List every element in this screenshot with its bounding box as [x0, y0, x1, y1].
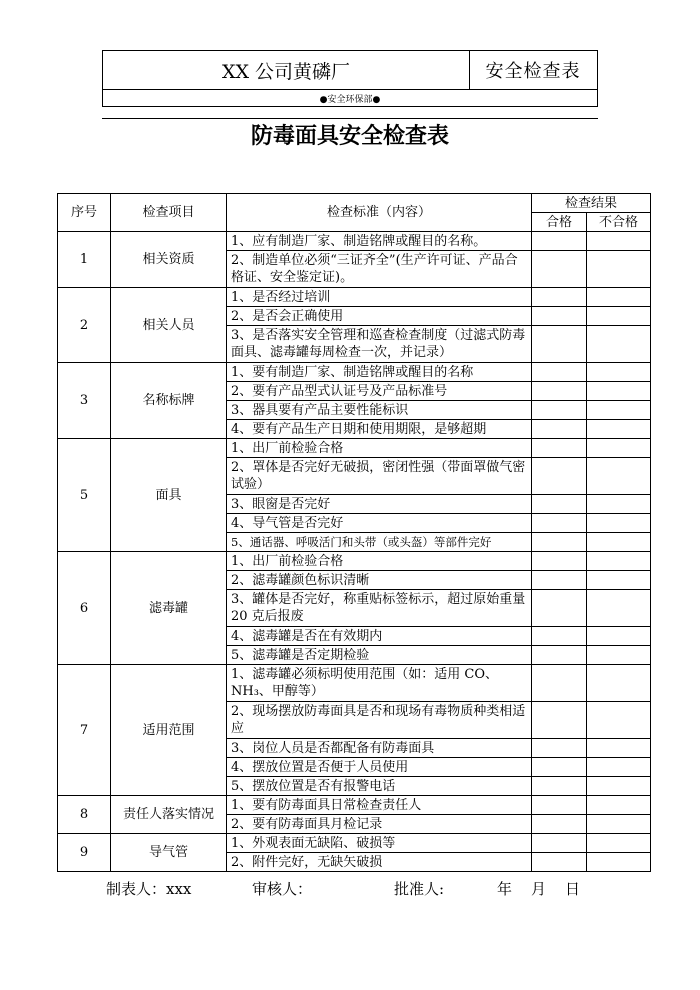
row-number: 3: [58, 363, 111, 439]
fail-cell[interactable]: [587, 439, 651, 458]
row-standard: 1、要有制造厂家、制造铭牌或醒目的名称: [227, 363, 532, 382]
company-name: XX 公司黄磷厂: [103, 51, 470, 89]
row-standard: 2、现场摆放防毒面具是否和现场有毒物质种类相适应: [227, 702, 532, 739]
day-label: 日: [565, 880, 581, 898]
fail-cell[interactable]: [587, 853, 651, 872]
row-standard: 2、制造单位必须“三证齐全”(生产许可证、产品合格证、安全鉴定证)。: [227, 251, 532, 288]
header-pass: 合格: [532, 213, 587, 232]
fail-cell[interactable]: [587, 739, 651, 758]
row-standard: 1、出厂前检验合格: [227, 439, 532, 458]
pass-cell[interactable]: [532, 232, 587, 251]
pass-cell[interactable]: [532, 646, 587, 665]
row-standard: 4、摆放位置是否便于人员使用: [227, 758, 532, 777]
row-standard: 4、滤毒罐是否在有效期内: [227, 627, 532, 646]
pass-cell[interactable]: [532, 458, 587, 495]
pass-cell[interactable]: [532, 665, 587, 702]
row-standard: 3、罐体是否完好，称重贴标签标示，超过原始重量 20 克后报废: [227, 590, 532, 627]
pass-cell[interactable]: [532, 758, 587, 777]
pass-cell[interactable]: [532, 307, 587, 326]
table-row: [58, 834, 651, 853]
row-item: 名称标牌: [111, 363, 227, 439]
row-standard: 3、眼窗是否完好: [227, 495, 532, 514]
row-standard: 2、附件完好，无缺矢破损: [227, 853, 532, 872]
fail-cell[interactable]: [587, 777, 651, 796]
header-standard: 检查标准（内容）: [227, 194, 532, 232]
table-row: [58, 665, 651, 702]
row-standard: 2、是否会正确使用: [227, 307, 532, 326]
row-standard: 1、外观表面无缺陷、破损等: [227, 834, 532, 853]
pass-cell[interactable]: [532, 514, 587, 533]
table-row: [58, 552, 651, 571]
table-row: [58, 796, 651, 815]
row-number: 5: [58, 439, 111, 552]
header-box: [102, 50, 598, 90]
row-standard: 2、罩体是否完好无破损，密闭性强（带面罩做气密试验）: [227, 458, 532, 495]
row-standard: 2、要有防毒面具月检记录: [227, 815, 532, 834]
pass-cell[interactable]: [532, 571, 587, 590]
table-row: [58, 363, 651, 382]
pass-cell[interactable]: [532, 796, 587, 815]
reviewer-label: 审核人：: [252, 880, 313, 898]
header-fail: 不合格: [587, 213, 651, 232]
fail-cell[interactable]: [587, 363, 651, 382]
row-standard: 5、摆放位置是否有报警电话: [227, 777, 532, 796]
fail-cell[interactable]: [587, 514, 651, 533]
fail-cell[interactable]: [587, 458, 651, 495]
row-standard: 5、滤毒罐是否定期检验: [227, 646, 532, 665]
fail-cell[interactable]: [587, 232, 651, 251]
row-item: 责任人落实情况: [111, 796, 227, 834]
row-item: 面具: [111, 439, 227, 552]
header-no: 序号: [58, 194, 111, 232]
fail-cell[interactable]: [587, 495, 651, 514]
approver-label: 批准人:: [394, 880, 445, 898]
pass-cell[interactable]: [532, 382, 587, 401]
year-label: 年: [497, 880, 513, 898]
row-number: 9: [58, 834, 111, 872]
fail-cell[interactable]: [587, 758, 651, 777]
row-standard: 3、是否落实安全管理和巡查检查制度（过滤式防毒面具、滤毒罐每周检查一次，并记录）: [227, 326, 532, 363]
pass-cell[interactable]: [532, 326, 587, 363]
fail-cell[interactable]: [587, 382, 651, 401]
row-standard: 4、导气管是否完好: [227, 514, 532, 533]
row-number: 7: [58, 665, 111, 796]
fail-cell[interactable]: [587, 326, 651, 363]
fail-cell[interactable]: [587, 627, 651, 646]
pass-cell[interactable]: [532, 834, 587, 853]
pass-cell[interactable]: [532, 590, 587, 627]
row-standard: 3、器具要有产品主要性能标识: [227, 401, 532, 420]
pass-cell[interactable]: [532, 533, 587, 552]
department-label: ●安全环保部●: [102, 90, 598, 107]
row-number: 1: [58, 232, 111, 288]
row-standard: 1、应有制造厂家、制造铭牌或醒目的名称。: [227, 232, 532, 251]
fail-cell[interactable]: [587, 796, 651, 815]
row-standard: 1、出厂前检验合格: [227, 552, 532, 571]
row-standard: 3、岗位人员是否都配备有防毒面具: [227, 739, 532, 758]
row-item: 导气管: [111, 834, 227, 872]
fail-cell[interactable]: [587, 646, 651, 665]
fail-cell[interactable]: [587, 702, 651, 739]
header-result: 检查结果: [532, 194, 651, 213]
document-type: 安全检查表: [485, 61, 581, 82]
pass-cell[interactable]: [532, 495, 587, 514]
row-standard: 1、是否经过培训: [227, 288, 532, 307]
row-standard: 2、要有产品型式认证号及产品标准号: [227, 382, 532, 401]
fail-cell[interactable]: [587, 590, 651, 627]
fail-cell[interactable]: [587, 420, 651, 439]
row-standard: 4、要有产品生产日期和使用期限，是够超期: [227, 420, 532, 439]
row-standard: 1、要有防毒面具日常检查责任人: [227, 796, 532, 815]
fail-cell[interactable]: [587, 552, 651, 571]
row-item: 滤毒罐: [111, 552, 227, 665]
maker-label: 制表人：xxx: [106, 880, 192, 898]
inspection-table: [57, 193, 651, 872]
row-number: 8: [58, 796, 111, 834]
table-header-row: [58, 194, 651, 213]
header-item: 检查项目: [111, 194, 227, 232]
pass-cell[interactable]: [532, 251, 587, 288]
fail-cell[interactable]: [587, 834, 651, 853]
pass-cell[interactable]: [532, 288, 587, 307]
fail-cell[interactable]: [587, 401, 651, 420]
fail-cell[interactable]: [587, 533, 651, 552]
pass-cell[interactable]: [532, 401, 587, 420]
row-standard: 1、滤毒罐必须标明使用范围（如：适用 CO、NH₃、甲醇等）: [227, 665, 532, 702]
fail-cell[interactable]: [587, 815, 651, 834]
pass-cell[interactable]: [532, 552, 587, 571]
signature-footer: [0, 878, 700, 902]
pass-cell[interactable]: [532, 777, 587, 796]
table-row: [58, 232, 651, 251]
header-divider: [102, 118, 598, 119]
row-number: 2: [58, 288, 111, 363]
row-item: 适用范围: [111, 665, 227, 796]
pass-cell[interactable]: [532, 627, 587, 646]
fail-cell[interactable]: [587, 571, 651, 590]
pass-cell[interactable]: [532, 853, 587, 872]
fail-cell[interactable]: [587, 251, 651, 288]
table-row: [58, 439, 651, 458]
fail-cell[interactable]: [587, 665, 651, 702]
month-label: 月: [531, 880, 547, 898]
page-title: 防毒面具安全检查表: [250, 124, 449, 149]
fail-cell[interactable]: [587, 307, 651, 326]
row-item: 相关资质: [111, 232, 227, 288]
table-row: [58, 288, 651, 307]
pass-cell[interactable]: [532, 739, 587, 758]
pass-cell[interactable]: [532, 363, 587, 382]
pass-cell[interactable]: [532, 702, 587, 739]
pass-cell[interactable]: [532, 439, 587, 458]
fail-cell[interactable]: [587, 288, 651, 307]
row-standard: 5、通话器、呼吸活门和头带（或头盔）等部件完好: [227, 533, 532, 552]
row-standard: 2、滤毒罐颜色标识清晰: [227, 571, 532, 590]
row-item: 相关人员: [111, 288, 227, 363]
pass-cell[interactable]: [532, 815, 587, 834]
row-number: 6: [58, 552, 111, 665]
pass-cell[interactable]: [532, 420, 587, 439]
